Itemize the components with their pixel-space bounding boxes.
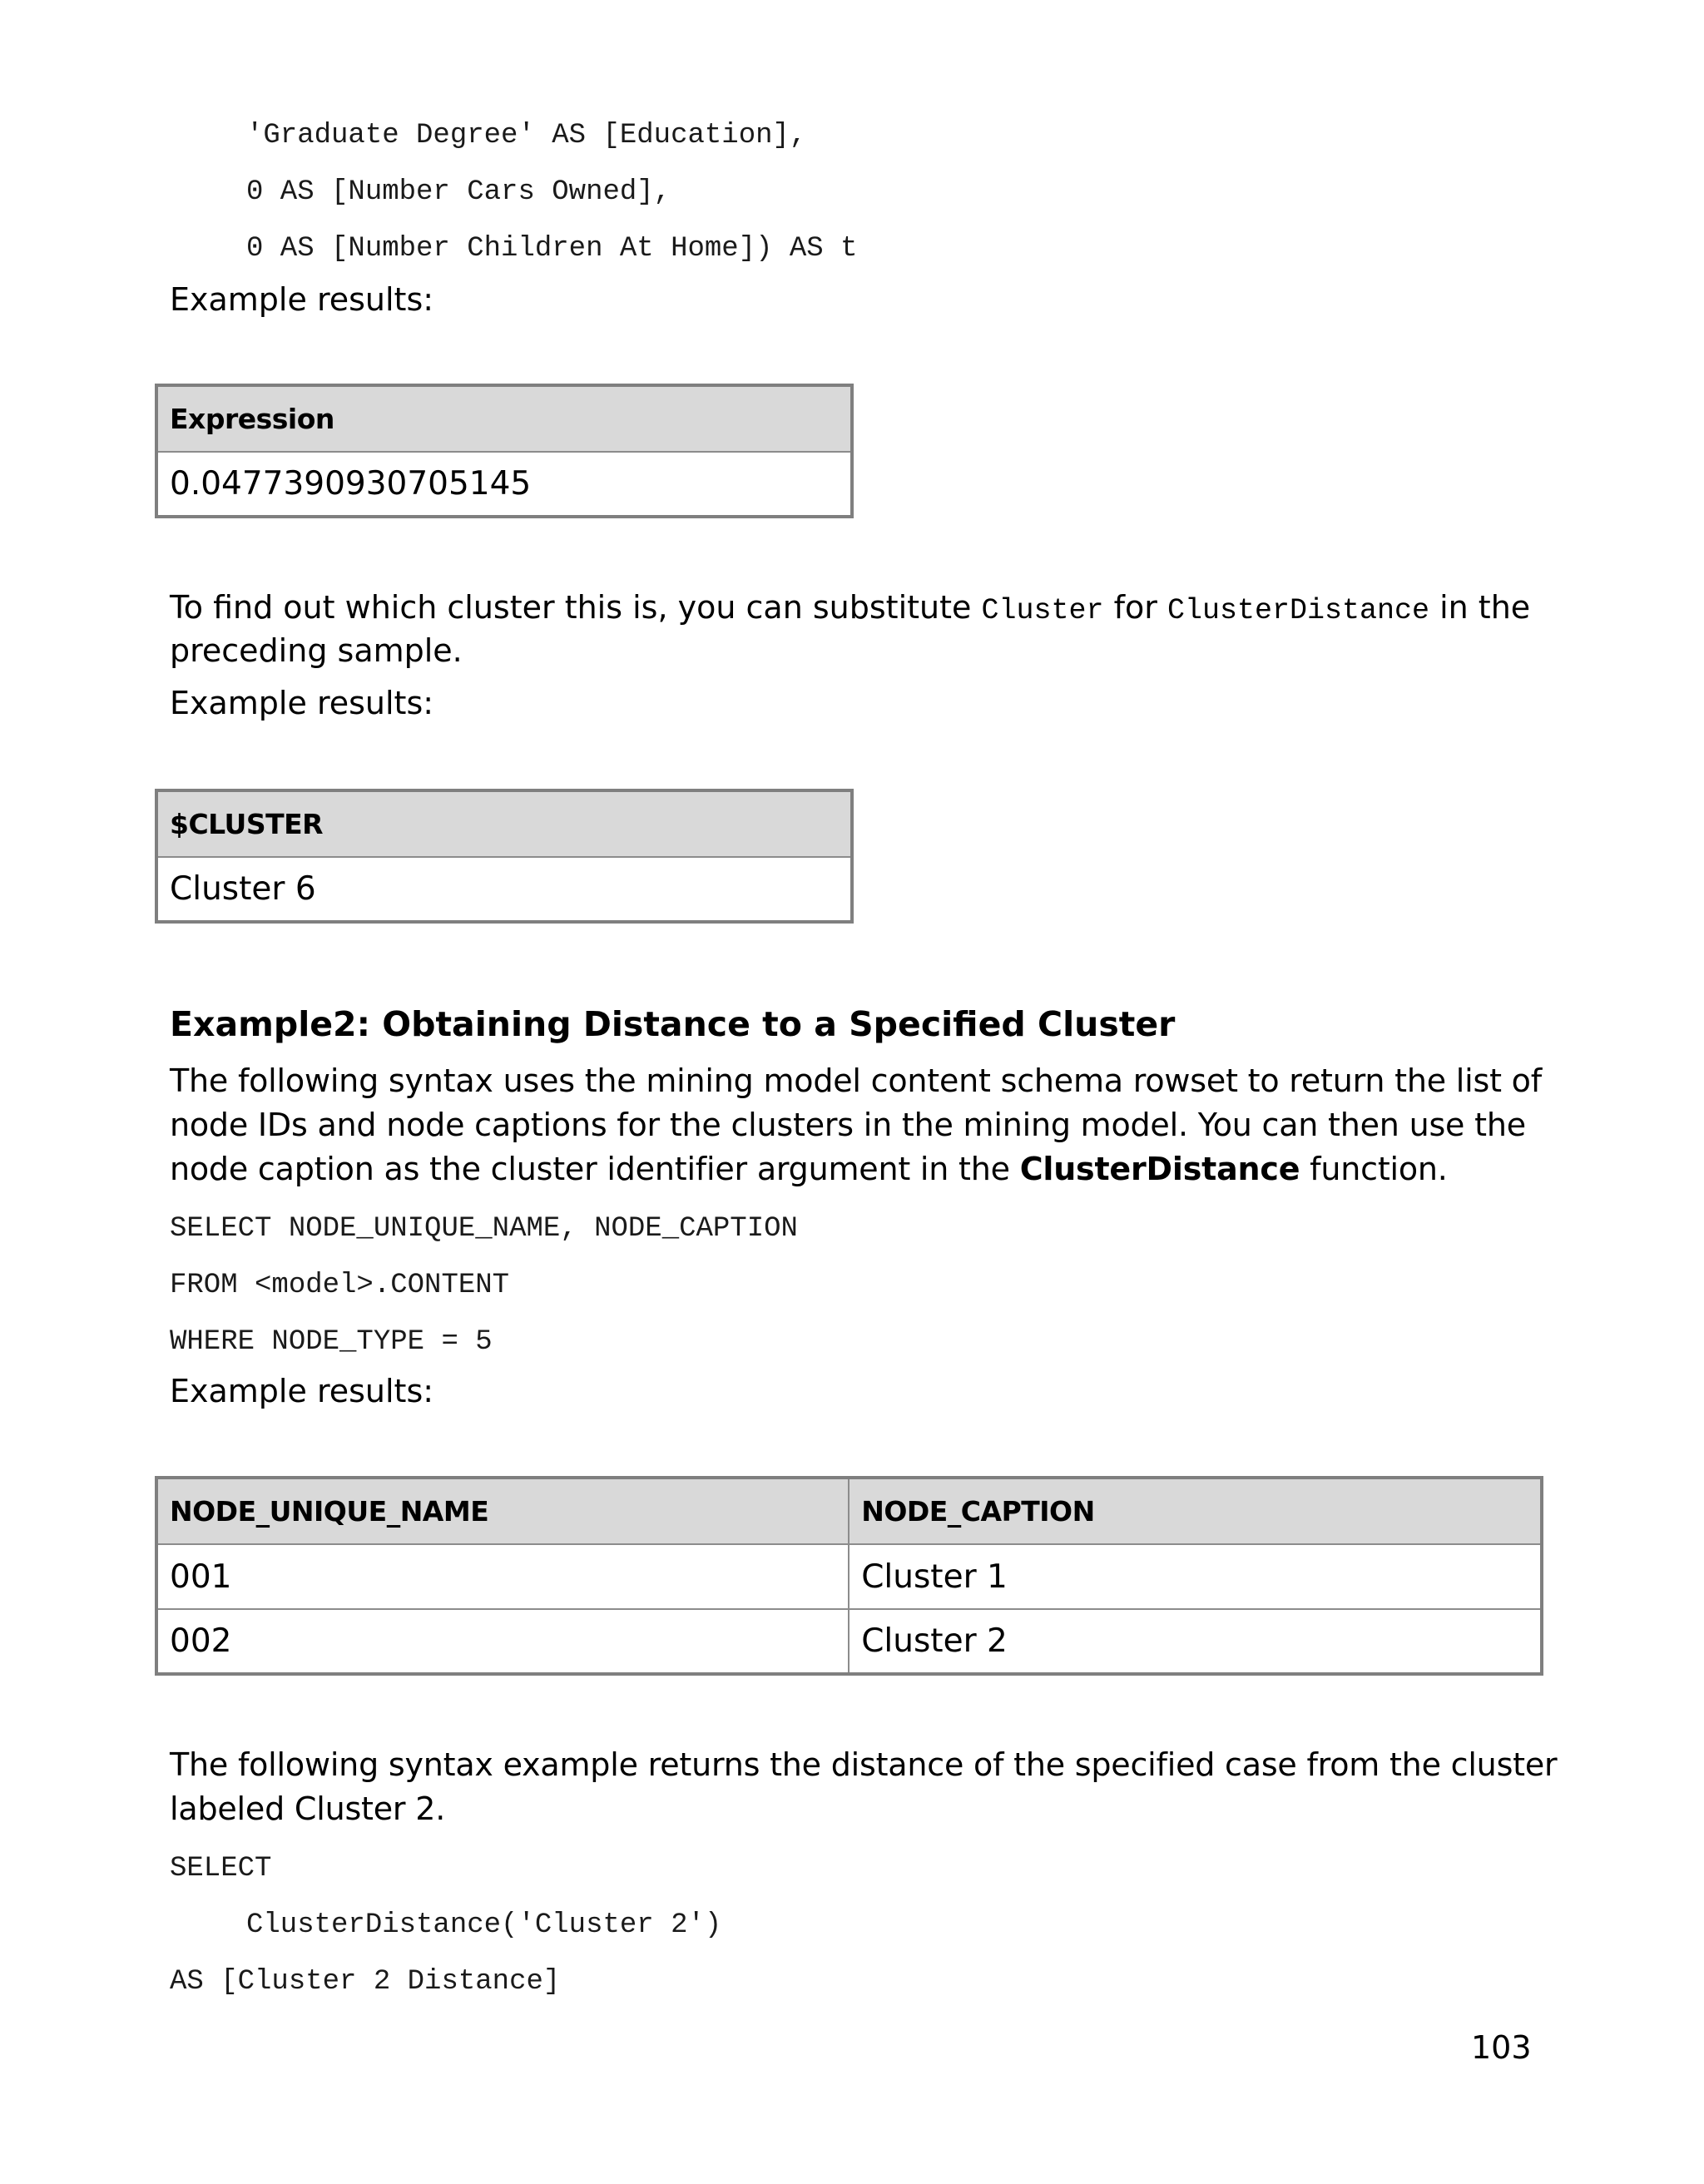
table-cell: Cluster 6 xyxy=(156,857,852,922)
paragraph-line: node IDs and node captions for the clusters in the mining model. You can then use the xyxy=(170,1107,1526,1143)
table-header: NODE_CAPTION xyxy=(849,1478,1542,1544)
code-line: FROM <model>.CONTENT xyxy=(170,1270,510,1301)
code-line: AS [Cluster 2 Distance] xyxy=(170,1966,561,1998)
paragraph-line: labeled Cluster 2. xyxy=(170,1790,446,1827)
inline-code: Cluster xyxy=(981,594,1104,627)
paragraph-line: The following syntax uses the mining model content schema rowset to return the list of xyxy=(170,1062,1542,1099)
table-header: NODE_UNIQUE_NAME xyxy=(156,1478,849,1544)
table-cell: 002 xyxy=(156,1609,849,1674)
node-table xyxy=(155,1476,1543,1676)
code-line: 0 AS [Number Children At Home]) AS t xyxy=(246,233,858,265)
table-row xyxy=(156,1609,1542,1674)
code-line: SELECT NODE_UNIQUE_NAME, NODE_CAPTION xyxy=(170,1213,798,1245)
text: for xyxy=(1103,589,1167,626)
table-cell: Cluster 2 xyxy=(849,1609,1542,1674)
example-results-label: Example results: xyxy=(170,685,434,721)
code-line: SELECT xyxy=(170,1853,272,1884)
text: node caption as the cluster identifier argument in the xyxy=(170,1151,1020,1187)
code-line: 0 AS [Number Cars Owned], xyxy=(246,176,671,208)
paragraph-line xyxy=(170,1147,1448,1191)
code-line: WHERE NODE_TYPE = 5 xyxy=(170,1326,493,1358)
code-line: 'Graduate Degree' AS [Education], xyxy=(246,120,807,151)
table-cell: 001 xyxy=(156,1544,849,1609)
example-results-label: Example results: xyxy=(170,281,434,318)
text: function. xyxy=(1300,1151,1448,1187)
section-heading: Example2: Obtaining Distance to a Specified Cluster xyxy=(170,1004,1176,1044)
text: To find out which cluster this is, you can substitute xyxy=(170,589,982,626)
table-header: Expression xyxy=(156,385,852,452)
text: in the xyxy=(1429,589,1531,626)
table-cell: 0.0477390930705145 xyxy=(156,452,852,517)
example-results-label: Example results: xyxy=(170,1373,434,1409)
bold-term: ClusterDistance xyxy=(1019,1151,1300,1187)
table-cell: Cluster 1 xyxy=(849,1544,1542,1609)
paragraph-line: preceding sample. xyxy=(170,632,463,669)
expression-table xyxy=(155,384,854,518)
inline-code: ClusterDistance xyxy=(1167,594,1429,627)
code-line: ClusterDistance('Cluster 2') xyxy=(246,1909,722,1941)
page-number: 103 xyxy=(1471,2029,1532,2066)
paragraph-line: The following syntax example returns the distance of the specified case from the cluster xyxy=(170,1746,1558,1783)
cluster-table xyxy=(155,789,854,924)
table-row xyxy=(156,1544,1542,1609)
table-header: $CLUSTER xyxy=(156,790,852,857)
paragraph-line xyxy=(170,586,1530,632)
